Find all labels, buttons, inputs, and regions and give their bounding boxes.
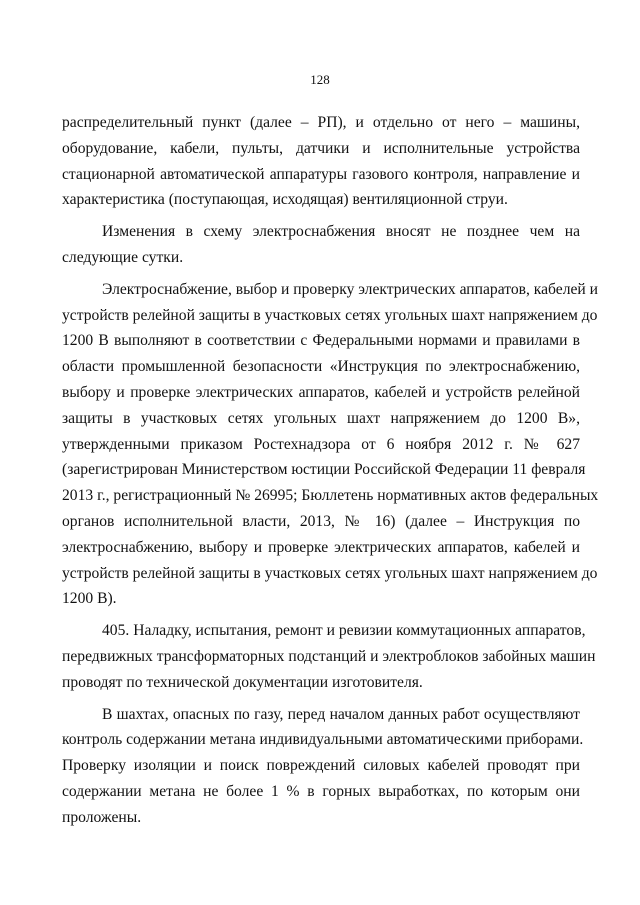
text-line: выбору и проверке электрических аппаратов, кабелей и устройств релейной [62,383,580,401]
text-line: утвержденными приказом Ростехнадзора от 6 ноября 2012 г. № 627 [62,435,580,453]
text-line: Изменения в схему электроснабжения вносят не позднее чем на [102,223,580,241]
text-line: (зарегистрирован Министерством юстиции Российской Федерации 11 февраля [62,461,586,479]
text-line: следующие сутки. [62,248,184,266]
document-body [62,110,599,831]
text-line: содержании метана не более 1 % в горных выработках, по которым они [62,782,580,800]
text-line: устройств релейной защиты в участковых сетях угольных шахт напряжением до [62,306,598,324]
text-line: области промышленной безопасности «Инструкция по электроснабжению, [62,358,580,376]
page-number: 128 [310,72,330,87]
text-line: 1200 В выполняют в соответствии с Федеральными нормами и правилами в [62,332,580,350]
paragraph-5 [62,702,584,831]
text-line: устройств релейной защиты в участковых сетях угольных шахт напряжением до [62,564,598,582]
text-line: характеристика (поступающая, исходящая) вентиляционной струи. [62,191,508,209]
text-line: Проверку изоляции и поиск повреждений силовых кабелей проводят при [62,757,580,775]
text-line: электроснабжению, выбору и проверке электрических аппаратов, кабелей и [62,538,580,556]
text-line: 405. Наладку, испытания, ремонт и ревизии коммутационных аппаратов, [102,622,586,640]
text-line: контроль содержании метана индивидуальными автоматическими приборами. [62,731,584,749]
text-line: стационарной автоматической аппаратуры газового контроля, направление и [62,165,580,183]
text-line: защиты в участковых сетях угольных шахт напряжением до 1200 В», [62,409,580,427]
text-line: проложены. [62,808,142,826]
paragraph-1 [62,110,580,213]
text-line: 1200 В). [62,590,117,608]
text-line: В шахтах, опасных по газу, перед началом данных работ осуществляют [102,705,580,723]
text-line: распределительный пункт (далее – РП), и отдельно от него – машины, [62,114,580,131]
text-line: органов исполнительной власти, 2013, № 16) (далее – Инструкция по [62,512,580,530]
text-line: оборудование, кабели, пульты, датчики и исполнительные устройства [62,139,580,157]
text-line: 2013 г., регистрационный № 26995; Бюллетень нормативных актов федеральных [62,487,599,505]
text-line: проводят по технической документации изготовителя. [62,673,423,691]
text-line: передвижных трансформаторных подстанций и электроблоков забойных машин [62,647,596,665]
paragraph-3 [62,277,599,612]
paragraph-4 [62,618,596,695]
paragraph-2 [62,219,580,271]
text-line: Электроснабжение, выбор и проверку электрических аппаратов, кабелей и [102,280,598,298]
